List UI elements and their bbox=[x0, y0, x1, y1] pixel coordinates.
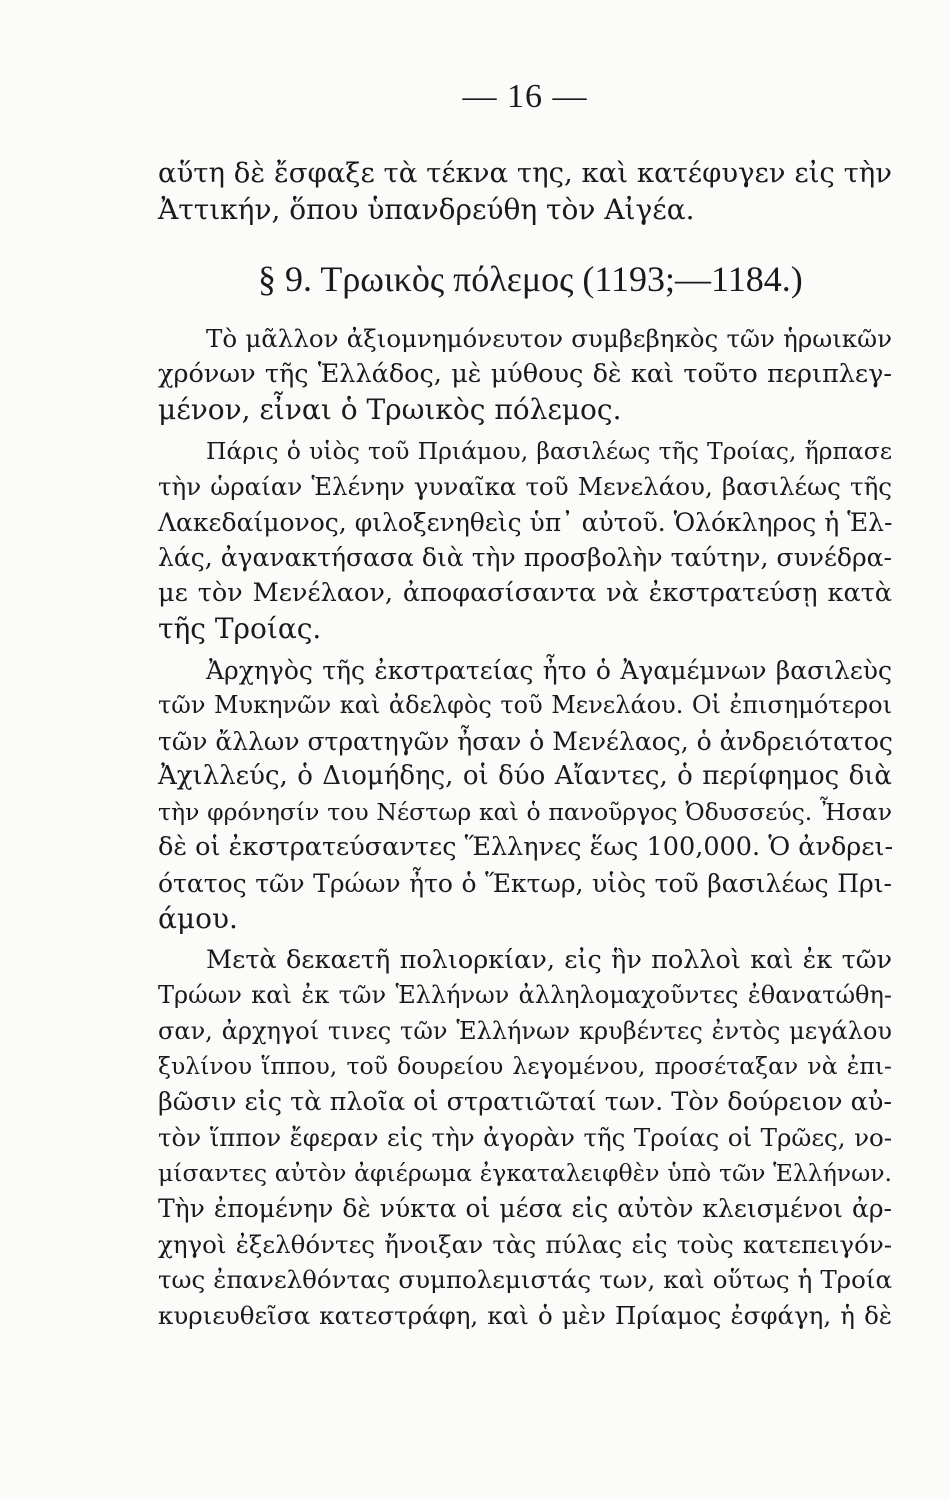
text-line: Ἀρχηγὸς τῆς ἐκστρατείας ἦτο ὁ Ἀγαμέμνων βασιλεὺς bbox=[206, 655, 892, 685]
text-line: ότατος τῶν Τρώων ἦτο ὁ Ἕκτωρ, υἱὸς τοῦ βασιλέως Πρι- bbox=[158, 868, 892, 898]
paragraph-4 bbox=[158, 943, 892, 1334]
text-line: τῆς Τροίας. bbox=[158, 612, 322, 645]
text-line: λάς, ἀγανακτήσασα διὰ τὴν προσβολὴν ταύτην, συνέδρα- bbox=[158, 543, 892, 572]
text-line: άμου. bbox=[158, 902, 238, 935]
paragraph-1 bbox=[158, 321, 892, 428]
paragraph-3 bbox=[158, 653, 892, 937]
text-line: σαν, ἀρχηγοί τινες τῶν Ἑλλήνων κρυβέντες ἐντὸς μεγάλου bbox=[158, 1016, 892, 1045]
text-line: Ἀττικήν, ὅπου ὑπανδρεύθη τὸν Αἰγέα. bbox=[158, 192, 695, 226]
text-line: Πάρις ὁ υἱὸς τοῦ Πριάμου, βασιλέως τῆς Τροίας, ἥρπασε bbox=[206, 436, 892, 465]
text-line: Τὴν ἐπομένην δὲ νύκτα οἱ μέσα εἰς αὐτὸν κλεισμένοι ἀρ- bbox=[158, 1194, 892, 1223]
text-line: αὕτη δὲ ἔσφαξε τὰ τέκνα της, καὶ κατέφυγεν εἰς τὴν bbox=[158, 157, 892, 189]
text-line: τῶν Μυκηνῶν καὶ ἀδελφὸς τοῦ Μενελάου. Οἱ ἐπισημότεροι bbox=[158, 691, 892, 719]
text-line: Ἀχιλλεύς, ὁ Διομήδης, οἱ δύο Αἴαντες, ὁ περίφημος διὰ bbox=[158, 761, 892, 791]
text-line: χρόνων τῆς Ἑλλάδος, μὲ μύθους δὲ καὶ τοῦτο περιπλεγ- bbox=[158, 358, 892, 389]
page-number: — 16 — bbox=[462, 78, 588, 115]
paragraph-2 bbox=[158, 434, 892, 647]
text-line: τως ἐπανελθόντας συμπολεμιστάς των, καὶ οὕτως ἡ Τροία bbox=[158, 1265, 892, 1294]
section-heading: § 9. Τρωικὸς πόλεμος (1193;—1184.) bbox=[258, 259, 803, 299]
text-line: μίσαντες αὐτὸν ἀφιέρωμα ἐγκαταλειφθὲν ὑπὸ τῶν Ἑλλήνων. bbox=[158, 1158, 892, 1187]
text-line: μένον, εἶναι ὁ Τρωικὸς πόλεμος. bbox=[158, 393, 622, 426]
intro-paragraph bbox=[158, 156, 892, 227]
text-line: κυριευθεῖσα κατεστράφη, καὶ ὁ μὲν Πρίαμος ἐσφάγη, ἡ δὲ bbox=[158, 1300, 892, 1330]
text-line: χηγοὶ ἐξελθόντες ἤνοιξαν τὰς πύλας εἰς τοὺς κατεπειγόν- bbox=[158, 1229, 892, 1259]
text-line: τῶν ἄλλων στρατηγῶν ἦσαν ὁ Μενέλαος, ὁ ἀνδρειότατος bbox=[158, 726, 893, 756]
text-line: τὴν ὡραίαν Ἑλένην γυναῖκα τοῦ Μενελάου, βασιλέως τῆς bbox=[158, 472, 892, 501]
text-line: τὴν φρόνησίν του Νέστωρ καὶ ὁ πανοῦργος Ὀδυσσεύς. Ἦσαν bbox=[158, 797, 892, 826]
text-line: Μετὰ δεκαετῆ πολιορκίαν, εἰς ἣν πολλοὶ καὶ ἐκ τῶν bbox=[206, 944, 892, 975]
text-line: Λακεδαίμονος, φιλοξενηθεὶς ὑπ᾽ αὐτοῦ. Ὁλόκληρος ἡ Ἑλ- bbox=[158, 507, 893, 537]
text-line: Τρώων καὶ ἐκ τῶν Ἑλλήνων ἀλληλομαχοῦντες ἐθανατώθη- bbox=[158, 981, 892, 1009]
text-line: Τὸ μᾶλλον ἀξιομνημόνευτον συμβεβηκὸς τῶν ἡρωικῶν bbox=[206, 324, 892, 353]
text-line: δὲ οἱ ἐκστρατεύσαντες Ἕλληνες ἕως 100,000. Ὁ ἀνδρει- bbox=[158, 832, 894, 862]
text-line: ξυλίνου ἵππου, τοῦ δουρείου λεγομένου, προσέταξαν νὰ ἐπι- bbox=[158, 1052, 892, 1080]
text-line: με τὸν Μενέλαον, ἀποφασίσαντα νὰ ἐκστρατεύσῃ κατὰ bbox=[158, 577, 892, 608]
text-line: τὸν ἵππον ἔφεραν εἰς τὴν ἀγορὰν τῆς Τροίας οἱ Τρῶες, νο- bbox=[158, 1123, 892, 1152]
text-line: βῶσιν εἰς τὰ πλοῖα οἱ στρατιῶταί των. Τὸν δούρειον αὐ- bbox=[158, 1086, 892, 1117]
